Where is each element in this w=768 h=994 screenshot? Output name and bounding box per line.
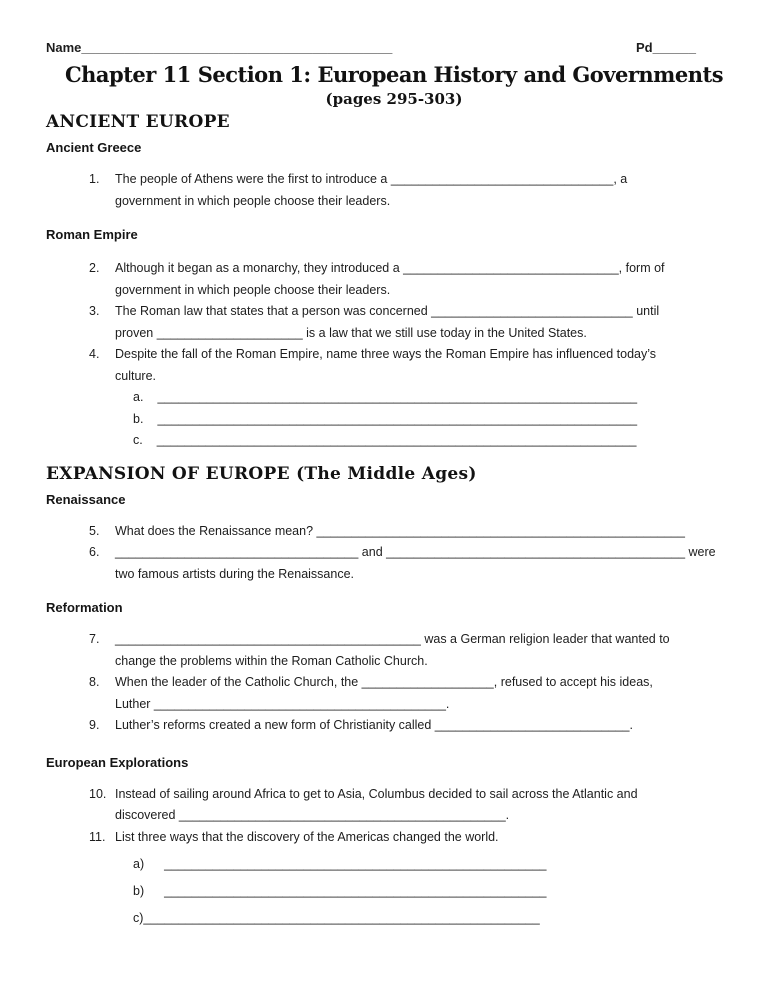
topic-european-explorations: European Explorations (46, 754, 189, 770)
answer-blank-line: _____________________________________________________________________ (156, 433, 637, 447)
answer-blank-line: _______________________________________________________ (164, 857, 547, 871)
question-line: culture. (115, 368, 156, 383)
question-text (115, 521, 742, 543)
question-5 (89, 521, 742, 543)
question-9 (89, 715, 742, 737)
question-line: proven _____________________ is a law that we still use today in the United States. (115, 325, 587, 340)
name-field: Name___________________________________________ (46, 40, 393, 55)
question-line: List three ways that the discovery of the Americas changed the world. (115, 829, 499, 844)
answer-line-a (133, 851, 742, 878)
section-heading-ancient-europe: ANCIENT EUROPE (46, 112, 230, 132)
answer-blank-line: _____________________________________________________________________ (157, 411, 638, 426)
question-line: ____________________________________________ was a German religion leader that wanted to (115, 632, 670, 646)
answer-letter: b. (133, 411, 144, 426)
question-line: The Roman law that states that a person was concerned _____________________________ until (115, 304, 660, 318)
question-line: government in which people choose their leaders. (115, 193, 391, 208)
question-text (115, 344, 742, 452)
question-line: change the problems within the Roman Catholic Church. (115, 653, 428, 668)
question-number: 9. (89, 718, 100, 732)
question-number: 5. (89, 523, 100, 538)
question-group-reformation (89, 629, 742, 737)
question-text (115, 672, 742, 715)
answer-letter: c) (133, 911, 144, 925)
question-line: Luther __________________________________________. (115, 696, 450, 711)
question-8 (89, 672, 742, 715)
question-line: When the leader of the Catholic Church, the ___________________, refused to accept his ideas, (115, 675, 653, 689)
question-group-ancient-greece (89, 169, 742, 212)
question-4 (89, 344, 742, 452)
question-number: 6. (89, 545, 100, 559)
topic-roman-empire: Roman Empire (46, 227, 138, 242)
section-heading-expansion-of-europe: EXPANSION OF EUROPE (The Middle Ages) (46, 463, 477, 484)
question-number: 2. (89, 261, 100, 275)
answer-line-b (133, 878, 742, 905)
answer-line-b (133, 409, 742, 431)
question-text (115, 827, 742, 933)
header-row (46, 40, 742, 55)
worksheet-title: Chapter 11 Section 1: European History and Governments (64, 62, 724, 87)
answer-lines (115, 851, 742, 932)
question-text (115, 258, 742, 301)
answer-line-c (133, 430, 742, 452)
answer-letter: c. (133, 433, 143, 447)
answer-line-a (133, 387, 742, 409)
question-1 (89, 169, 742, 212)
question-line: two famous artists during the Renaissance. (115, 566, 355, 581)
question-number: 1. (89, 172, 100, 186)
answer-blank-line: _______________________________________________________ (164, 884, 547, 898)
question-6 (89, 542, 742, 585)
question-line: discovered _______________________________________________. (115, 808, 510, 822)
question-line: The people of Athens were the first to introduce a ________________________________, a (115, 172, 628, 186)
answer-letter: b) (133, 884, 145, 898)
answer-blank-line: _________________________________________________________ (143, 911, 540, 925)
answer-blank-line: _____________________________________________________________________ (157, 390, 638, 404)
question-line: government in which people choose their leaders. (115, 282, 391, 297)
question-line: What does the Renaissance mean? _____________________________________________________ (115, 523, 685, 538)
question-text (115, 629, 742, 672)
question-number: 3. (89, 304, 100, 318)
topic-renaissance: Renaissance (46, 491, 126, 507)
topic-reformation: Reformation (46, 600, 123, 615)
question-2 (89, 258, 742, 301)
question-number: 8. (89, 675, 100, 689)
question-text (115, 301, 742, 344)
question-text (115, 169, 742, 212)
question-10 (89, 784, 742, 827)
question-number: 10. (89, 786, 107, 801)
question-line: Luther’s reforms created a new form of Christianity called ____________________________. (115, 718, 633, 732)
question-text (115, 715, 742, 737)
question-text (115, 542, 742, 585)
question-line: ___________________________________ and ___________________________________________ were (115, 545, 716, 559)
question-group-renaissance (89, 521, 742, 586)
answer-letter: a. (133, 390, 144, 404)
question-11 (89, 827, 742, 933)
question-line: Instead of sailing around Africa to get to Asia, Columbus decided to sail across the Atlantic and (115, 786, 638, 801)
question-7 (89, 629, 742, 672)
answer-letter: a) (133, 857, 145, 871)
question-3 (89, 301, 742, 344)
topic-ancient-greece: Ancient Greece (46, 140, 142, 155)
question-number: 11. (89, 829, 106, 844)
question-group-roman-empire (89, 258, 742, 452)
question-line: Although it began as a monarchy, they introduced a _______________________________, form of (115, 261, 665, 275)
question-number: 7. (89, 632, 100, 646)
worksheet-subtitle: (pages 295-303) (325, 90, 463, 108)
question-text (115, 784, 742, 827)
question-line: Despite the fall of the Roman Empire, name three ways the Roman Empire has influenced today’s (115, 347, 657, 361)
period-field: Pd______ (636, 40, 696, 55)
answer-line-c (133, 905, 742, 932)
question-number: 4. (89, 347, 100, 361)
question-group-european-explorations (89, 784, 742, 933)
